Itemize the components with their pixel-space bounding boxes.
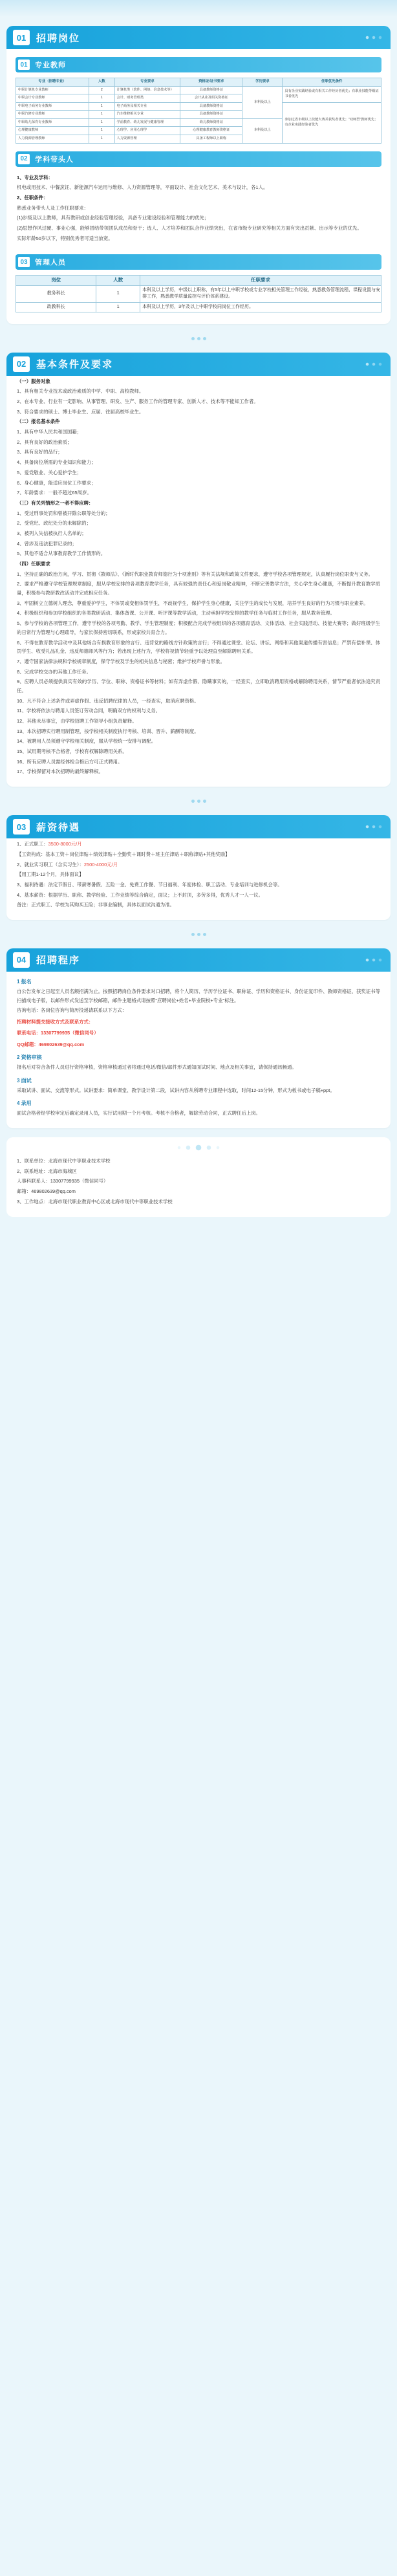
cell-major-req: 汽车维修相关专业	[114, 111, 180, 119]
condition-line: 13、本次招聘实行聘用制管理，按学校相关制度执行考核、培训、晋升、薪酬等制度。	[17, 728, 199, 734]
section-title: 招聘岗位	[36, 32, 81, 44]
leader-line: 1、专业及学科：	[17, 174, 53, 180]
cell-major-req: 学前教育、幼儿发展与健康管理	[114, 118, 180, 127]
cell-major: 中职会计专业教师	[16, 94, 89, 103]
cell-major-req: 计算机类（软件、网络、信息技术等）	[114, 86, 180, 94]
subsection-title: 管理人员	[35, 259, 66, 267]
cell-count: 1	[89, 135, 115, 144]
cell-priority: 参加过省市级以上技能大赛并获奖者优先；"双师型"教师优先；有企业实践经验者优先	[283, 102, 381, 143]
footer-line: 2、联系地址：北海市海城区	[17, 1168, 77, 1174]
cell-post: 政教科长	[16, 302, 96, 312]
salary-item	[17, 901, 380, 910]
section-number: 02	[13, 356, 30, 372]
contact-phone[interactable]: 联系电话：13307799935（微信同号）	[17, 1030, 99, 1036]
salary-item	[17, 891, 380, 900]
cell-cert: 心理健康教育教师资格证	[180, 127, 242, 135]
subsection-title: 学科带头人	[35, 155, 74, 164]
cell-major: 中职幼儿保育专业教师	[16, 118, 89, 127]
col-cert-req: 资格证/证书要求	[180, 78, 242, 87]
salary-value: 根据学历、职称、教学经验、工作业绩等综合确定，面议；上不封顶，多劳多得，优秀人才一人一议。	[48, 891, 264, 898]
step-line: 报名后对符合条件人员进行资格审核，资格审核通过者将通过电话/微信/邮件形式通知面试时间、地点及相关事宜，请保持通讯畅通。	[17, 1064, 297, 1071]
cell-priority: 具有企业实践经验或有相关工作经历者优先；有职业技能等级证书者优先	[283, 86, 381, 102]
table-header-row	[16, 78, 381, 87]
salary-value: 3500-8000元/月	[48, 841, 82, 847]
management-positions-table	[16, 275, 381, 312]
cell-major: 心理健康教师	[16, 127, 89, 135]
section-header	[6, 948, 391, 972]
condition-line: 5、其他不适合从事教育教学工作情形的。	[17, 551, 106, 557]
step-title: 1 报名	[17, 978, 32, 985]
section-positions	[6, 26, 391, 324]
condition-line: 5、爱党敬业、关心爱护学生；	[17, 469, 82, 475]
cell-cert: 会计从业及相关资格证	[180, 94, 242, 103]
section-number: 04	[13, 952, 30, 968]
footer-line: 3、工作地点：北海市现代职业教育中心区或北海市现代中等职业技术学校	[17, 1198, 173, 1205]
cell-cert: 具备教师资格证	[180, 111, 242, 119]
cell-count: 1	[89, 102, 115, 111]
section-basic-conditions	[6, 353, 391, 787]
leader-line: 熟悉业务带头人及工作任职要求：	[17, 204, 89, 211]
table-row	[16, 86, 381, 94]
subsection-title: 专业教师	[35, 61, 66, 69]
salary-item	[17, 880, 380, 890]
condition-line: 2、具有良好的政治素质；	[17, 439, 72, 445]
col-requirement: 任职要求	[140, 276, 381, 286]
salary-value: 法定节假日、带薪寒暑假、五险一金、免费工作餐、节日福利、年度体检、职工活动、专业培训与进修机会等。	[48, 881, 283, 888]
cell-count: 1	[96, 286, 140, 302]
cell-count: 1	[96, 302, 140, 312]
step-title: 2 资格审核	[17, 1054, 42, 1061]
subsection-teachers	[16, 57, 381, 72]
leader-line: 实际年龄50岁以下，特别优秀者可适当放宽。	[17, 235, 113, 241]
salary-label: 3、福利待遇：	[17, 881, 48, 888]
table-header-row	[16, 276, 381, 286]
leader-line: 2、任职条件：	[17, 194, 48, 201]
cell-major: 中职计算机专业教师	[16, 86, 89, 94]
step-line: 咨询电话：各岗位咨询与简历投递请联系以下方式：	[17, 1007, 127, 1014]
condition-line: 1、具有中华人民共和国国籍；	[17, 429, 82, 435]
step-line: 采取试讲、面试、交流等形式。试讲要求：简单课堂、教学设计第二段，试讲内容从所聘专业课程中选取，时间12-15分钟，形式为板书或电子稿+ppt。	[17, 1087, 335, 1093]
condition-line: 2、受党纪、政纪处分的未解除的；	[17, 520, 91, 527]
footer-phone[interactable]: 人事科联系人：13307799935（微信同号）	[17, 1178, 109, 1184]
step-line: 自公告发布之日起至人员名额招满为止。按照招聘岗位条件要求对口招聘，将个人简历、学历学位证书、职称证、学历和资格证书、身份证复印件、教师资格证、获奖证书等扫描成电子版，以邮件形式发送至学校邮箱，邮件主题格式请按照"应聘岗位+姓名+毕业院校+专业"标注。	[17, 988, 380, 1003]
col-edu-req: 学历要求	[242, 78, 283, 87]
group-title: （一）服务对象	[17, 378, 50, 384]
cell-major-req: 人力资源管理	[114, 135, 180, 144]
leader-requirements	[6, 172, 391, 247]
cell-cert: 具备教师资格证	[180, 86, 242, 94]
condition-line: 16、所有应聘人员需经体检合格后方可正式聘用。	[17, 758, 123, 765]
subsection-number: 03	[18, 257, 30, 267]
condition-line: 2、要求严格遵守学校管理规章制度，服从学校安排的各项教育教学任务，具有较强的责任心和爱岗敬业精神，不断完善教学方法，关心学生身心健康，不断提升教育教学质量，积极参与教研教改活动并完成相应任务。	[17, 581, 380, 596]
section-number: 01	[13, 30, 30, 45]
top-decoration	[0, 0, 397, 17]
section-salary	[6, 815, 391, 920]
leader-line: (2)思想作风过硬、事业心强，能够团结带领团队成员和骨干；选人、人才培养和团队合作业绩突出，在省市级专业研究等相关方面有突出贡献、出示等专业的优先。	[17, 224, 362, 231]
condition-line: 14、被聘用人员须遵守学校相关制度，服从学校统一安排与调配。	[17, 738, 156, 745]
cell-post: 教务科长	[16, 286, 96, 302]
cell-edu: 本科及以上	[242, 86, 283, 118]
cell-edu: 本科及以上	[242, 118, 283, 143]
salary-label: 【工资构成：	[17, 851, 46, 857]
cell-cert: 幼儿教师资格证	[180, 118, 242, 127]
subsection-number: 01	[18, 60, 30, 70]
section-title: 招聘程序	[36, 955, 81, 966]
condition-line: 1、具有相关专业技术或政治素质的中学、中职、高校教师。	[17, 388, 144, 395]
col-count: 人数	[96, 276, 140, 286]
col-count: 人数	[89, 78, 115, 87]
section-header	[6, 815, 391, 838]
leader-line: (1)步级及以上教师，具有教研或创业经验管理经验，具备专业建设经验和管理能力的优先；	[17, 215, 209, 221]
col-major-req: 专业要求	[114, 78, 180, 87]
footer-email[interactable]: 邮箱：469802639@qq.com	[17, 1188, 76, 1195]
table-row	[16, 286, 381, 302]
leader-line: 机电或用技术、中餐烹饪、新能源汽车运用与维修、人力资源管理等，平面设计、社会文化艺术、美术与设计，各1人。	[17, 184, 268, 191]
cell-requirement: 本科及以上学历，3年及以上中职学校同岗位工作经历。	[140, 302, 381, 312]
divider-dots	[0, 794, 397, 806]
cell-requirement: 本科及以上学历，中级以上职称，有5年以上中职学校或专业学校相关管理工作经验，熟悉教务管理流程、课程设置与安排工作，熟悉教学质量监控与评价体系建设。	[140, 286, 381, 302]
section-number: 03	[13, 819, 30, 835]
condition-line: 12、其他未尽事宜，由学校招聘工作领导小组负责解释。	[17, 718, 137, 725]
footer-decoration	[17, 1142, 380, 1153]
salary-item	[17, 850, 380, 859]
teacher-positions-table	[16, 78, 381, 144]
table-row	[16, 302, 381, 312]
divider-dots	[0, 928, 397, 939]
condition-line: 2、在本专业、行业有一定影响、从事管理、研发、生产、服务工作的管理专家、创新人才、技术等不能知工作者。	[17, 398, 259, 405]
condition-line: 3、被列入失信被执行人名单的；	[17, 530, 87, 536]
condition-line: 4、曾涉及违法犯罪记录的；	[17, 540, 77, 547]
basic-conditions-body	[6, 376, 391, 781]
subsection-discipline-leader	[16, 151, 381, 167]
condition-line: 1、受过刑事处罚和曾被开除公职等处分的；	[17, 510, 111, 516]
condition-line: 4、积极组织和参加学校组织的各类教研活动、集体备课、公开课、听评课等教学活动，主动承担学校安排的教学任务与临时工作任务，服从教务管理。	[17, 610, 335, 617]
cell-major-req: 会计、财务管理类	[114, 94, 180, 103]
salary-item	[17, 860, 380, 869]
contact-email[interactable]: QQ邮箱：469802639@qq.com	[17, 1041, 85, 1047]
condition-line: 8、完成学校交办的其他工作任务。	[17, 668, 91, 675]
condition-line: 17、学校保留对本次招聘的最终解释权。	[17, 769, 103, 775]
condition-line: 15、试用期考核不合格者，学校有权解除聘用关系。	[17, 748, 127, 755]
condition-line: 3、符合要求的硕士、博士毕业生、应届、往届高校毕业生。	[17, 408, 144, 415]
salary-label: 2、就业实习职工（含实习生）：	[17, 861, 84, 868]
salary-label: 【用工期1-12个月，具体面议】	[17, 871, 84, 878]
cell-count: 1	[89, 94, 115, 103]
salary-item	[17, 840, 380, 849]
cell-major-req: 电子商务及相关专业	[114, 102, 180, 111]
condition-line: 4、具备岗位所需的专业知识和能力；	[17, 459, 96, 466]
step-title: 4 录用	[17, 1100, 32, 1107]
condition-line: 3、具有良好的品行；	[17, 449, 63, 455]
condition-line: 11、学校将依法与聘用人员签订劳动合同，明确双方的权利与义务。	[17, 708, 161, 714]
subsection-management	[16, 254, 381, 270]
salary-body	[6, 838, 391, 913]
condition-line: 5、参与学校的各项管理工作，遵守学校的各项考勤、教学、学生管理制度；积极配合完成学校组织的各项德育活动、文体活动、社会实践活动、技能大赛等；做好班级学生的日常行为管理与心理疏导，与家长保持密切联系，形成家校共育合力。	[17, 620, 380, 635]
cell-count: 1	[89, 118, 115, 127]
recruitment-poster	[0, 0, 397, 1234]
section-header	[6, 26, 391, 49]
contact-heading: 招聘材料提交接收方式及联系方式：	[17, 1019, 94, 1025]
footer-contact	[6, 1137, 391, 1216]
group-title: （四）任职要求	[17, 561, 50, 567]
salary-item	[17, 870, 380, 879]
cell-count: 1	[89, 127, 115, 135]
section-header	[6, 353, 391, 376]
condition-line: 1、坚持正确的政治方向，学习、贯彻《教师法》、《新时代职业教育师德行为十项准则》等有关法规和政策文件要求，遵守学校各项管理规定，认真履行岗位职责与义务。	[17, 571, 374, 577]
cell-major: 中职电子商务专业教师	[16, 102, 89, 111]
col-post: 岗位	[16, 276, 96, 286]
salary-value: 正式职工、学校为其购买五险；非事业编制，具体以面试沟通为准。	[31, 902, 175, 908]
cell-count: 1	[89, 111, 115, 119]
salary-label: 1、正式职工：	[17, 841, 48, 847]
section-title: 基本条件及要求	[36, 359, 114, 371]
cell-cert: 具备教师资格证	[180, 102, 242, 111]
group-title: （二）报名基本条件	[17, 419, 60, 425]
col-major: 专业（招聘专业）	[16, 78, 89, 87]
condition-line: 7、遵守国家法律法规和学校规章制度，保守学校及学生的相关信息与秘密；维护学校声誉与形象。	[17, 658, 225, 664]
condition-line: 10、凡不符合上述条件或弄虚作假、违反招聘纪律的人员，一经查实，取消应聘资格。	[17, 697, 199, 704]
divider-dots	[0, 332, 397, 344]
salary-value: 2500-4000元/月	[83, 861, 118, 868]
cell-major-req: 心理学、应用心理学	[114, 127, 180, 135]
step-title: 3 面试	[17, 1077, 32, 1084]
condition-line: 3、牢固树立立德树人理念，尊重爱护学生，不体罚或变相体罚学生，不歧视学生，保护学生身心健康，关注学生的成长与发展，培养学生良好的行为习惯与职业素养。	[17, 600, 369, 606]
cell-major: 人力资源管理教师	[16, 135, 89, 144]
cell-cert: 具备工程师以上职称	[180, 135, 242, 144]
section-procedure	[6, 948, 391, 1128]
table-row	[16, 102, 381, 111]
condition-line: 9、应聘人员必须提供真实有效的学历、学位、职称、资格证书等材料；如有弄虚作假、隐瞒事实的，一经查实，立即取消聘用资格或解除聘用关系，情节严重者依法追究责任。	[17, 679, 380, 693]
salary-value: 基本工资＋岗位津贴＋绩效津贴＋全勤奖＋课时费＋班主任津贴＋职称津贴+其他奖励】	[45, 851, 230, 857]
subsection-number: 02	[18, 154, 30, 164]
cell-count: 2	[89, 86, 115, 94]
footer-line: 1、联系单位：北海市现代中等职业技术学校	[17, 1158, 111, 1164]
section-title: 薪资待遇	[36, 822, 81, 833]
procedure-body	[6, 972, 391, 1122]
col-priority: 任职优先条件	[283, 78, 381, 87]
condition-line: 6、不得在教育教学活动中及其他场合有损教育形象的言行、违背党的路线方针政策的言行；不得通过课堂、论坛、讲坛、网络和其他渠道传播有害信息；严禁有偿补课、体罚学生、收受礼品礼金、违反师德师风等行为；若出现上述行为，学校将视情节轻重予以处理直至解除聘用关系。	[17, 639, 380, 655]
condition-line: 6、身心健康，能适应岗位工作要求；	[17, 479, 96, 486]
step-line: 面试合格者经学校审定后确定录用人员，实行试用期一个月考核。考核不合格者，解除劳动合同，正式聘任后上岗。	[17, 1110, 261, 1117]
salary-label: 备注：	[17, 902, 32, 908]
condition-line: 7、年龄要求：一般不超过65周岁。	[17, 490, 92, 496]
salary-label: 4、基本薪资：	[17, 891, 48, 898]
cell-major: 中职汽修专业教师	[16, 111, 89, 119]
group-title: （三）有关列情形之一者不得应聘：	[17, 499, 94, 506]
